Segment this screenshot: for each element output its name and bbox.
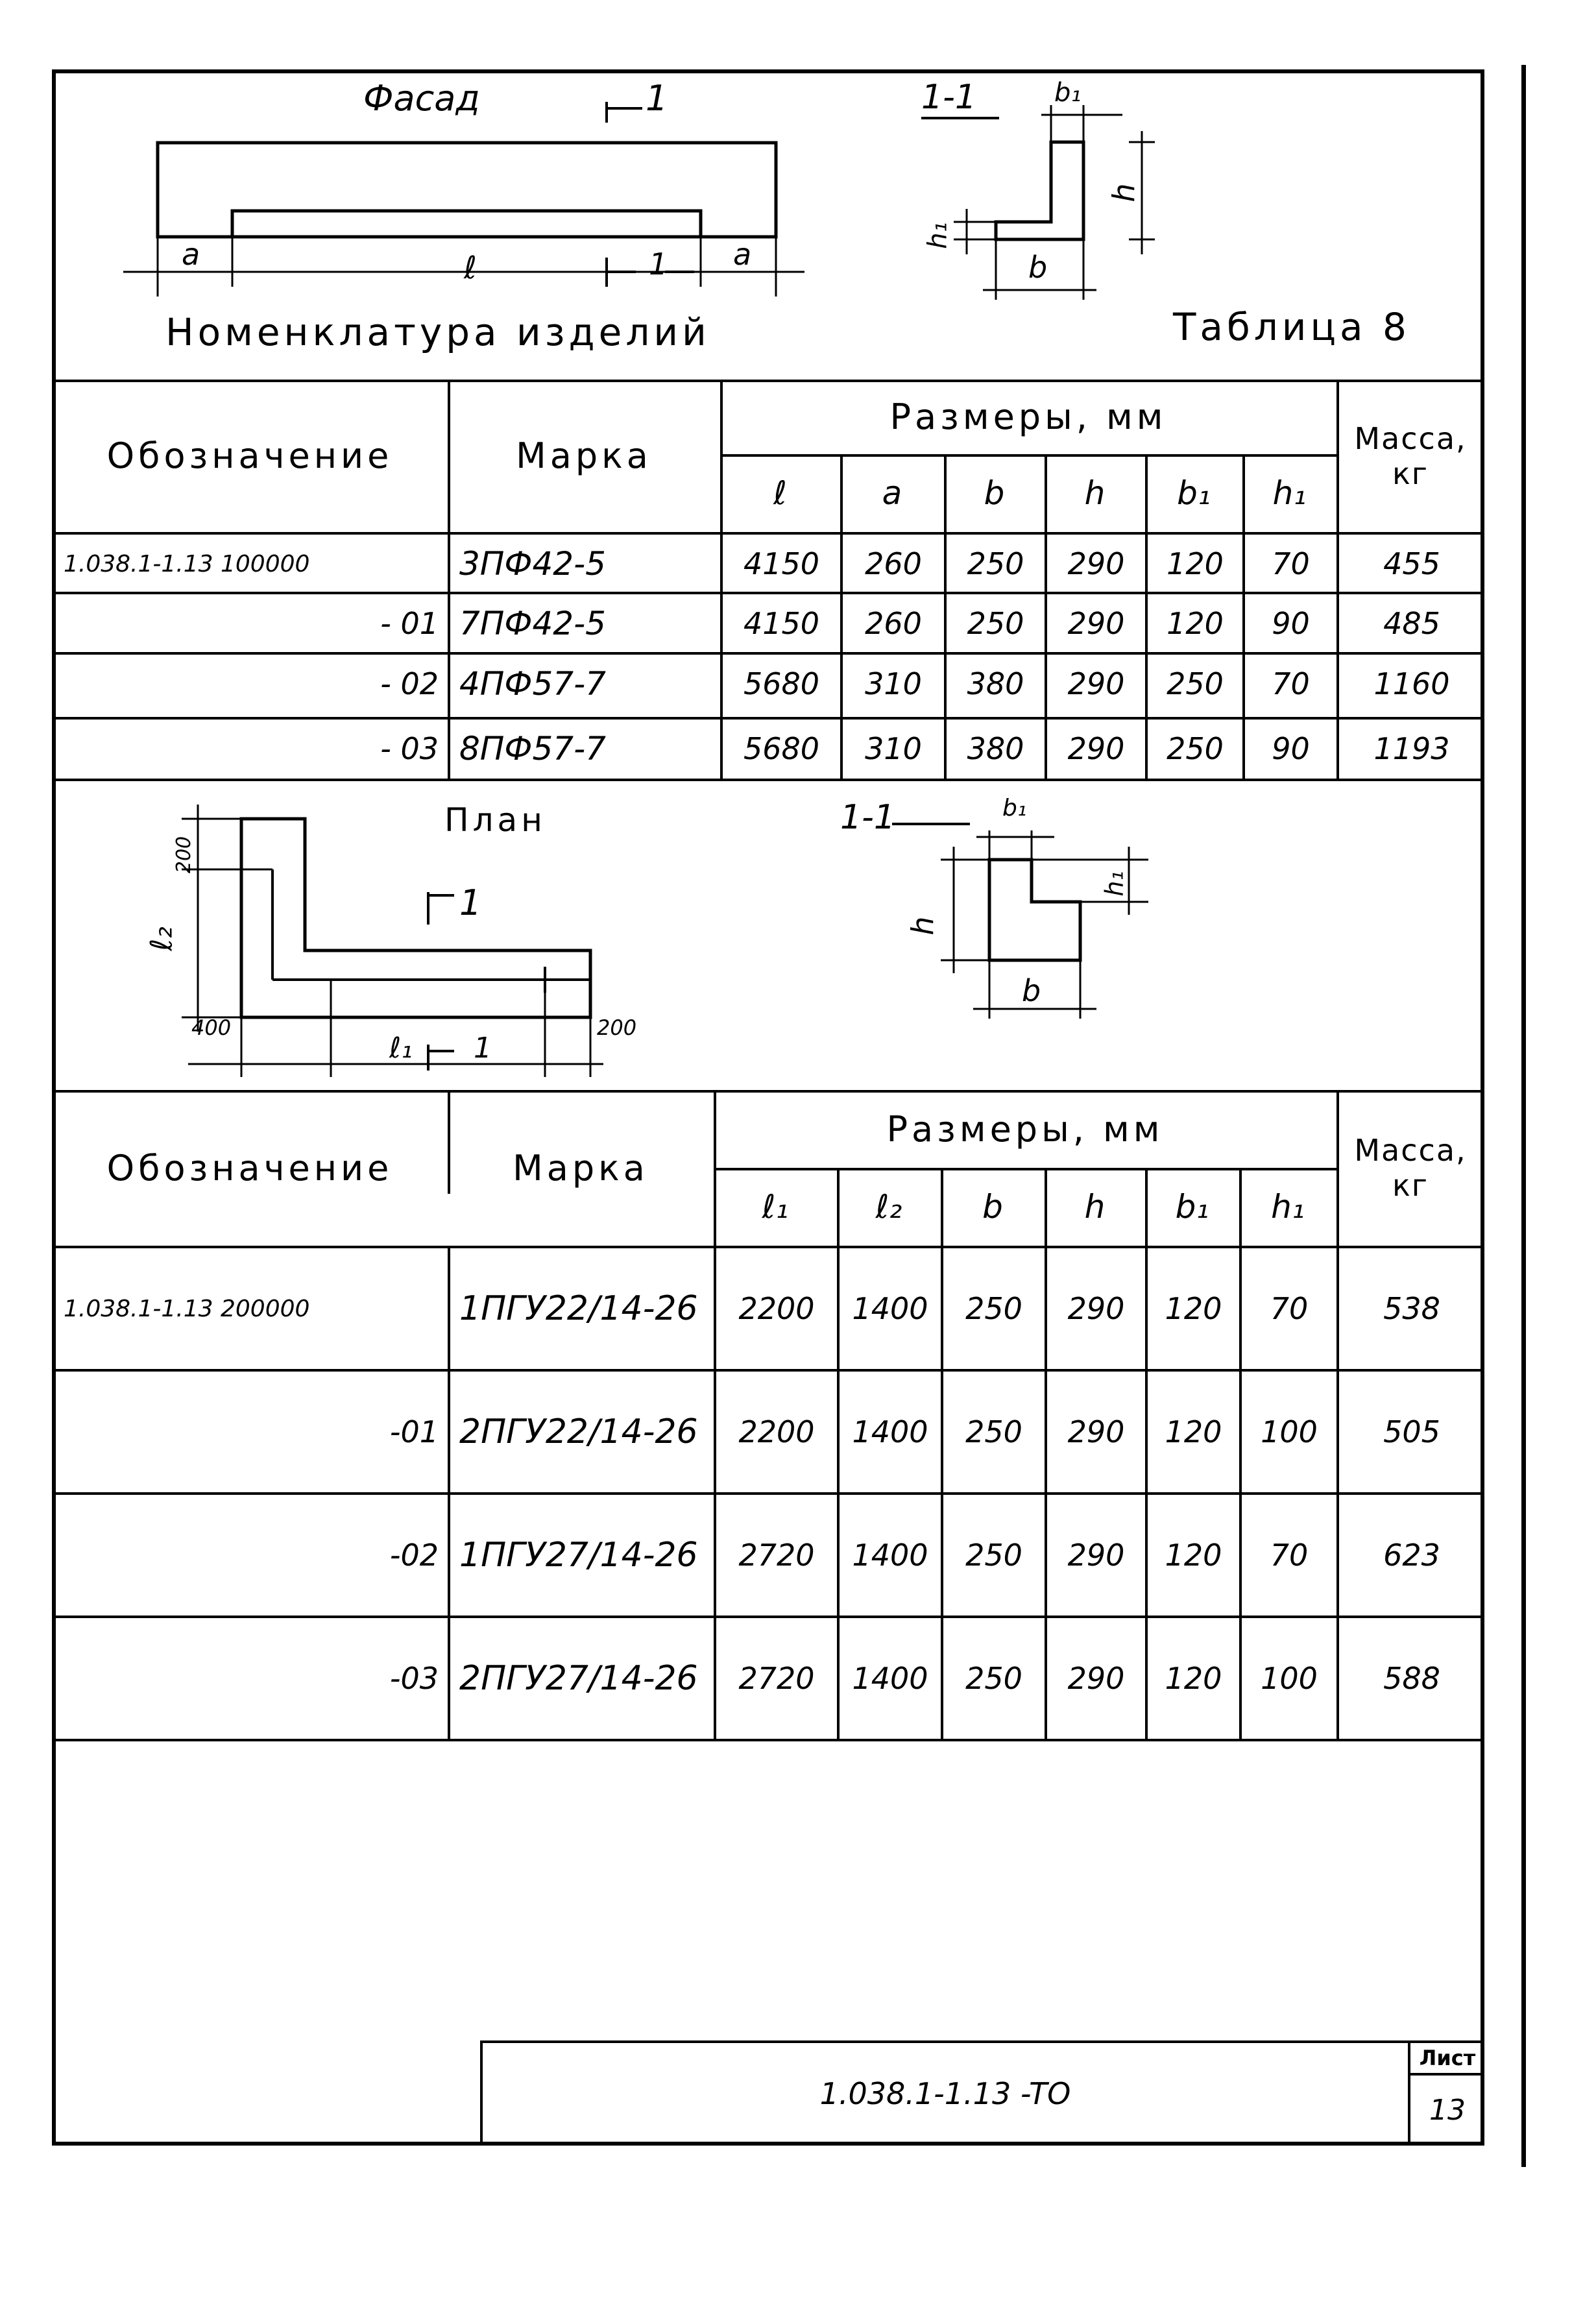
plan-dim-l2: ℓ₂ <box>143 926 179 951</box>
table2-subcol-b1: b₁ <box>1175 1188 1209 1226</box>
table2-row-2-mark: 1ПГУ27/14-26 <box>459 1536 698 1575</box>
table2-header-mass: Масса, кг <box>1354 1133 1467 1203</box>
table2-subcol-l1: ℓ₁ <box>762 1188 789 1226</box>
table1-header-mass: Масса, кг <box>1354 420 1467 491</box>
dim-b: b <box>1028 250 1048 285</box>
dim-a-left: a <box>182 237 200 272</box>
table2-row-2-designation: -02 <box>389 1538 439 1573</box>
table1-row-2-value-0: 5680 <box>743 666 820 701</box>
table2-row-2-value-4: 120 <box>1165 1538 1222 1573</box>
facade-section-mark: 1 <box>646 78 668 119</box>
stamp-sheet-number: 13 <box>1429 2093 1466 2127</box>
table1-subcol-b1: b₁ <box>1177 474 1211 512</box>
table1-row-2-mark: 4ПФ57-7 <box>459 665 606 703</box>
table2-row-3-mass: 588 <box>1383 1661 1440 1696</box>
table1-header-mark: Марка <box>516 435 652 476</box>
table1-row-2-value-5: 70 <box>1272 666 1310 701</box>
table2-row-1-designation: -01 <box>389 1414 439 1449</box>
table1-row-2-designation: - 02 <box>380 666 439 701</box>
table2-row-3-value-5: 100 <box>1261 1661 1318 1696</box>
table1-row-1-value-2: 250 <box>967 606 1024 641</box>
table2-bottom-border <box>52 1739 1484 1741</box>
table1-row-2-value-3: 290 <box>1067 666 1125 701</box>
table1-row-3-designation: - 03 <box>380 731 439 766</box>
table1-row-0-value-0: 4150 <box>743 546 820 581</box>
table1-row-1-value-5: 90 <box>1272 606 1310 641</box>
plan-dim-200-top: 200 <box>173 836 196 874</box>
plan-section-title: 1-1 <box>840 798 895 837</box>
table1-row-1-mark: 7ПФ42-5 <box>459 605 606 642</box>
plan-dim-400: 400 <box>191 1015 232 1040</box>
table2-subcol-l2: ℓ₂ <box>875 1188 902 1226</box>
table1-row-0-value-3: 290 <box>1067 546 1125 581</box>
table2-row-2-mass: 623 <box>1383 1538 1440 1573</box>
table1-row-0-value-4: 120 <box>1167 546 1224 581</box>
table2-row-3-value-3: 290 <box>1067 1661 1125 1696</box>
plan-dim-l1: ℓ₁ <box>389 1032 413 1065</box>
table2-row-0-value-3: 290 <box>1067 1291 1125 1326</box>
plan-drawing <box>52 779 1484 1090</box>
plan-dim-h1: h₁ <box>1100 871 1129 897</box>
table1-row-1-value-4: 120 <box>1167 606 1224 641</box>
table2-row-2-value-0: 2720 <box>738 1538 815 1573</box>
table2-row-1-value-2: 250 <box>965 1414 1022 1449</box>
table2-row-1-value-4: 120 <box>1165 1414 1222 1449</box>
table2-row-1-value-3: 290 <box>1067 1414 1125 1449</box>
plan-dim-200: 200 <box>597 1015 637 1040</box>
table1-row-0-mass: 455 <box>1383 546 1440 581</box>
table1-row-3-value-0: 5680 <box>743 731 820 766</box>
dim-a-right: a <box>733 237 752 272</box>
section-title: 1-1 <box>921 78 976 117</box>
table1-row-3-mass: 1193 <box>1373 731 1450 766</box>
table1-row-3-value-5: 90 <box>1272 731 1310 766</box>
table2-row-2-value-1: 1400 <box>852 1538 928 1573</box>
table1-row-3-mark: 8ПФ57-7 <box>459 730 606 768</box>
table1-subcol-b: b <box>984 474 1005 512</box>
table2-row-0-value-4: 120 <box>1165 1291 1222 1326</box>
table1-row-1-value-3: 290 <box>1067 606 1125 641</box>
plan-section-mark: 1 <box>459 882 482 923</box>
stamp-code: 1.038.1-1.13 -TO <box>819 2076 1071 2111</box>
table2-row-3-mark: 2ПГУ27/14-26 <box>459 1659 698 1698</box>
facade-title: Фасад <box>363 78 480 119</box>
table2-header-mark: Марка <box>513 1147 649 1189</box>
table2-row-0-value-0: 2200 <box>738 1291 815 1326</box>
plan-dim-h: h <box>905 916 941 936</box>
table1-row-3-value-3: 290 <box>1067 731 1125 766</box>
table1-row-3-value-2: 380 <box>967 731 1024 766</box>
table2-row-0-value-2: 250 <box>965 1291 1022 1326</box>
table2-subcol-b: b <box>982 1188 1003 1226</box>
table1-row-2-value-4: 250 <box>1167 666 1224 701</box>
plan-dim-one: 1 <box>474 1032 492 1065</box>
table1-row-0-value-5: 70 <box>1272 546 1310 581</box>
dim-section-one: 1 <box>649 247 668 282</box>
table2-row-3-value-2: 250 <box>965 1661 1022 1696</box>
table1-row-1-mass: 485 <box>1383 606 1440 641</box>
dim-h: h <box>1106 183 1142 202</box>
table2-subcol-h1: h₁ <box>1271 1188 1305 1226</box>
table2-row-1-value-0: 2200 <box>738 1414 815 1449</box>
stamp-sheet-label: Лист <box>1419 2046 1476 2070</box>
table1-row-0-value-2: 250 <box>967 546 1024 581</box>
plan-dim-b: b <box>1022 973 1041 1008</box>
table2-subcol-h: h <box>1084 1188 1106 1226</box>
dim-b1: b₁ <box>1054 78 1082 108</box>
table1-row-1-value-1: 260 <box>865 606 922 641</box>
table1-row-2-value-1: 310 <box>865 666 922 701</box>
dim-h1: h₁ <box>923 222 953 249</box>
table1-header-sizes: Размеры, мм <box>889 396 1167 437</box>
table2-row-1-value-5: 100 <box>1261 1414 1318 1449</box>
table2-row-3-value-0: 2720 <box>738 1661 815 1696</box>
plan-title: План <box>444 801 546 839</box>
table2-row-0-value-5: 70 <box>1270 1291 1309 1326</box>
table2-row-0-mark: 1ПГУ22/14-26 <box>459 1289 698 1328</box>
table1-row-0-value-1: 260 <box>865 546 922 581</box>
table1-row-1-value-0: 4150 <box>743 606 820 641</box>
table1-row-0-mark: 3ПФ42-5 <box>459 545 606 583</box>
table1-subcol-a: a <box>882 474 902 512</box>
table1-row-2-value-2: 380 <box>967 666 1024 701</box>
nomenclature-title: Номенклатура изделий <box>165 310 710 354</box>
table2-row-0-designation: 1.038.1-1.13 200000 <box>64 1295 310 1322</box>
table2-row-2-value-3: 290 <box>1067 1538 1125 1573</box>
table2-row-1-mass: 505 <box>1383 1414 1440 1449</box>
table2-row-1-value-1: 1400 <box>852 1414 928 1449</box>
table1-header-designation: Обозначение <box>106 435 393 476</box>
table1-subcol-l: ℓ <box>773 474 787 512</box>
table2-row-0-value-1: 1400 <box>852 1291 928 1326</box>
table1-subcol-h1: h₁ <box>1272 474 1307 512</box>
table2-header-sizes: Размеры, мм <box>886 1108 1164 1150</box>
plan-dim-b1: b₁ <box>1002 795 1027 821</box>
table2-row-3-value-4: 120 <box>1165 1661 1222 1696</box>
table2-row-2-value-5: 70 <box>1270 1538 1309 1573</box>
table1-row-2-mass: 1160 <box>1373 666 1450 701</box>
right-edge-line <box>1521 65 1526 2167</box>
table2-row-2-value-2: 250 <box>965 1538 1022 1573</box>
table1-row-3-value-1: 310 <box>865 731 922 766</box>
table1-row-1-designation: - 01 <box>380 606 439 641</box>
table1-subcol-h: h <box>1084 474 1106 512</box>
table1-row-0-designation: 1.038.1-1.13 100000 <box>64 550 310 577</box>
table2-header-designation: Обозначение <box>106 1147 393 1189</box>
table2-row-3-designation: -03 <box>389 1661 439 1696</box>
table2-row-1-mark: 2ПГУ22/14-26 <box>459 1412 698 1451</box>
dim-l: ℓ <box>464 250 477 286</box>
table-label: Таблица 8 <box>1173 305 1410 349</box>
table2-row-3-value-1: 1400 <box>852 1661 928 1696</box>
table2-row-0-mass: 538 <box>1383 1291 1440 1326</box>
table1-row-3-value-4: 250 <box>1167 731 1224 766</box>
